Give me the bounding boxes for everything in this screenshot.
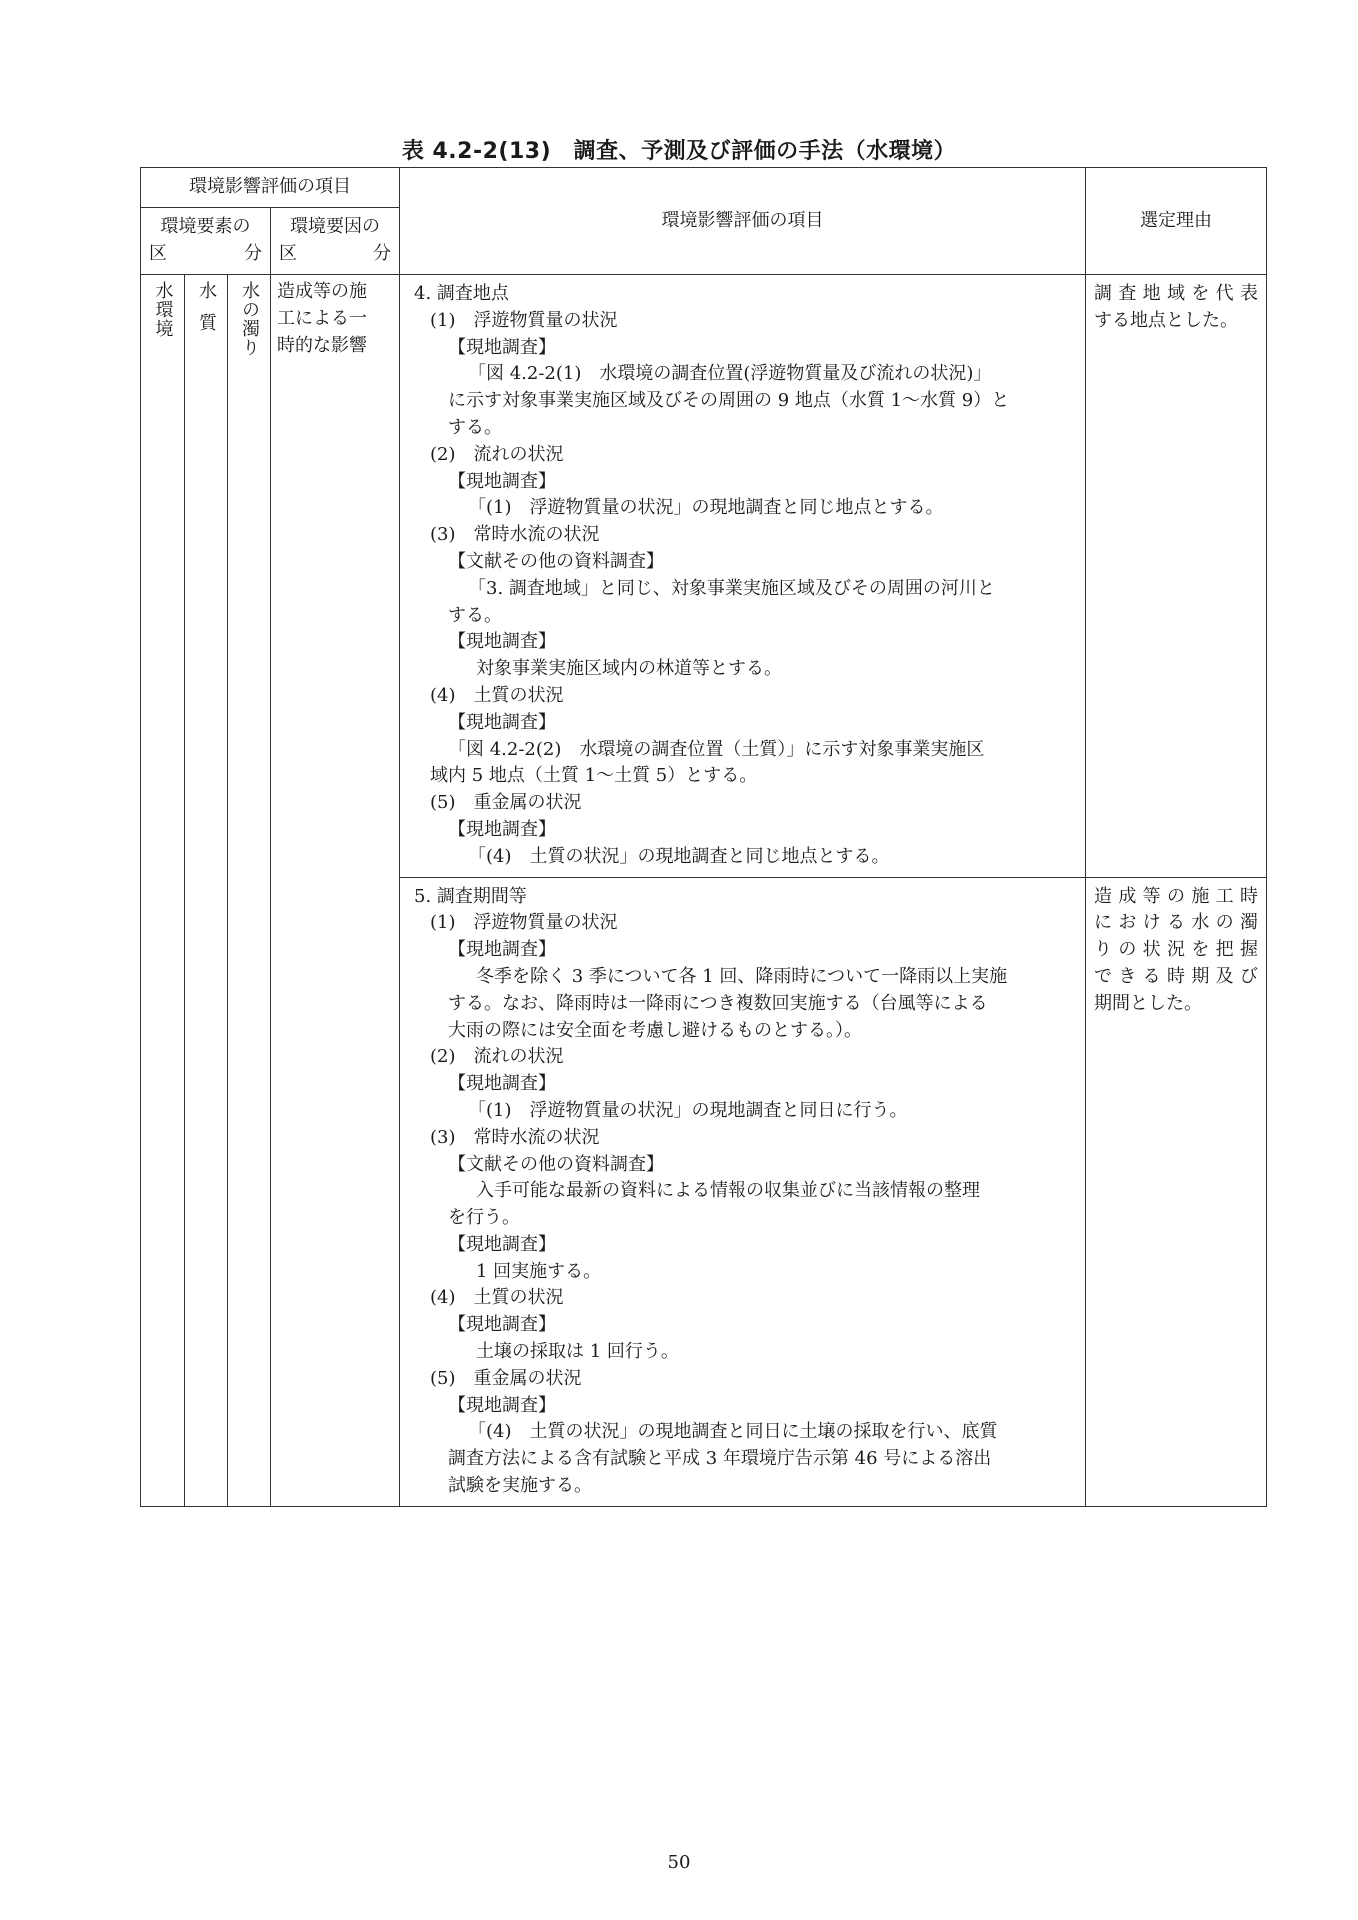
header-reason: 選定理由: [1086, 168, 1267, 275]
factor-line: 時的な影響: [277, 334, 367, 356]
table-title: 表 4.2-2(13) 調査、予測及び評価の手法（水環境）: [401, 139, 957, 164]
element-water-quality: 水質: [185, 275, 228, 1507]
section5-reason: 造成等の施工時 における水の濁 りの状況を把握 できる時期及び 期間とした。: [1086, 877, 1267, 1506]
assessment-table: [140, 167, 1267, 1507]
section4-reason: 調査地域を代表 する地点とした。: [1086, 275, 1267, 878]
factor-cell: [271, 275, 400, 1507]
header-factor-line1: 環境要因の: [290, 216, 380, 238]
factor-line: 造成等の施: [277, 281, 367, 302]
header-item: 環境影響評価の項目: [400, 168, 1086, 275]
page-number: 50: [667, 1852, 691, 1873]
element-water-environment: 水環境: [141, 275, 185, 1507]
factor-line: 工による一: [277, 307, 367, 329]
header-factor-ku: 区: [279, 243, 297, 264]
section4-content: 4. 調査地点 (1) 浮遊物質量の状況 【現地調査】 「図 4.2-2(1) 水環境の調査位置(浮遊物質量及び流れの状況)」 に示す対象事業実施区域及びその周囲の 9 地点（水質 1～水質 9）と する。 (2) 流れの状況 【現地調査】 「(1) 浮遊物質量の状況」の現地調査と同じ地点とする。 (3) 常時水流の状況 【文献その他の資料調査】 「3. 調査地域」と同じ、対象事業実施区域及びその周囲の河川と する。 【現地調査】 対象事業実施区域内の林道等とする。 (4) 土質の状況 【現地調査】 「図 4.2-2(2) 水環境の調査位置（土質）」に示す対象事業実施区 域内 5 地点（土質 1～土質 5）とする。 (5) 重金属の状況 【現地調査】 「(4) 土質の状況」の現地調査と同じ地点とする。: [400, 275, 1086, 878]
header-factor: [271, 208, 400, 275]
header-element-ku: 区: [149, 243, 167, 264]
header-group: 環境影響評価の項目: [141, 168, 400, 208]
header-element-bun: 分: [244, 243, 262, 264]
header-element-line1: 環境要素の: [160, 216, 251, 238]
section5-content: 5. 調査期間等 (1) 浮遊物質量の状況 【現地調査】 冬季を除く 3 季について各 1 回、降雨時について一降雨以上実施 する。なお、降雨時は一降雨につき複数回実施する（台風等による 大雨の際には安全面を考慮し避けるものとする。）。 (2) 流れの状況 【現地調査】 「(1) 浮遊物質量の状況」の現地調査と同日に行う。 (3) 常時水流の状況 【文献その他の資料調査】 入手可能な最新の資料による情報の収集並びに当該情報の整理 を行う。 【現地調査】 1 回実施する。 (4) 土質の状況 【現地調査】 土壌の採取は 1 回行う。 (5) 重金属の状況 【現地調査】 「(4) 土質の状況」の現地調査と同日に土壌の採取を行い、底質 調査方法による含有試験と平成 3 年環境庁告示第 46 号による溶出 試験を実施する。: [400, 877, 1086, 1506]
header-element: [141, 208, 271, 275]
header-factor-bun: 分: [373, 243, 391, 264]
element-turbidity: 水の濁り: [228, 275, 271, 1507]
